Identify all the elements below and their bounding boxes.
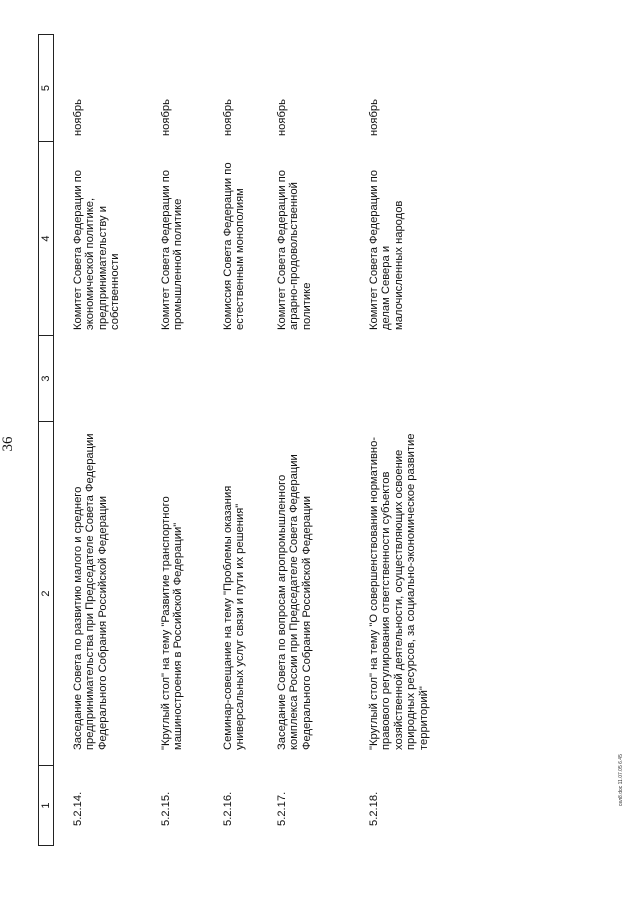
responsible-committee: Комитет Совета Федерации по экономической политике, предпринимательству и собственности (72, 169, 122, 330)
header-column-3: 3 (39, 335, 53, 421)
event-description: Заседание Совета по вопросам агропромышленного комплекса России при Председателе Совета Федерации Федерального Собрания Российской Федерации (276, 454, 313, 750)
item-number: 5.2.17. (276, 791, 288, 826)
event-description: Заседание Совета по развитию малого и среднего предпринимательства при Председателе Совета Федерации Федерального Собрания Российской Федерации (72, 433, 109, 750)
responsible-committee: Комитет Совета Федерации по промышленной политике (160, 169, 185, 330)
item-number: 5.2.14. (72, 791, 84, 826)
item-number: 5.2.16. (222, 791, 234, 826)
event-term: ноябрь (222, 99, 234, 136)
responsible-committee: Комитет Совета Федерации по аграрно-продовольственной политике (276, 169, 313, 330)
table-header (38, 34, 54, 846)
file-footer: сел8.doc 11.07.05 6.45 (618, 754, 624, 806)
page-number: 36 (0, 436, 16, 452)
event-description: "Круглый стол" на тему "Развитие транспортного машиностроения в Российской Федерации" (160, 496, 185, 750)
header-column-2: 2 (39, 421, 53, 765)
event-description: Семинар-совещание на тему "Проблемы оказания универсальных услуг связи и пути их решения" (222, 485, 247, 750)
header-column-1: 1 (39, 765, 53, 845)
item-number: 5.2.15. (160, 791, 172, 826)
item-number: 5.2.18. (368, 791, 380, 826)
event-term: ноябрь (276, 99, 288, 136)
header-column-4: 4 (39, 141, 53, 335)
responsible-committee: Комитет Совета Федерации по делам Севера и малочисленных народов (368, 169, 405, 330)
event-term: ноябрь (160, 99, 172, 136)
header-column-5: 5 (40, 84, 52, 92)
event-term: ноябрь (72, 99, 84, 136)
responsible-committee: Комиссия Совета Федерации по естественным монополиям (222, 162, 247, 330)
event-description: "Круглый стол" на тему "О совершенствовании нормативно-правового регулирования ответственности субъектов хозяйственной деятельности, осуществляющих освоение природных ресурсов, за социально-экономическое развитие территорий" (368, 433, 430, 750)
event-term: ноябрь (368, 99, 380, 136)
